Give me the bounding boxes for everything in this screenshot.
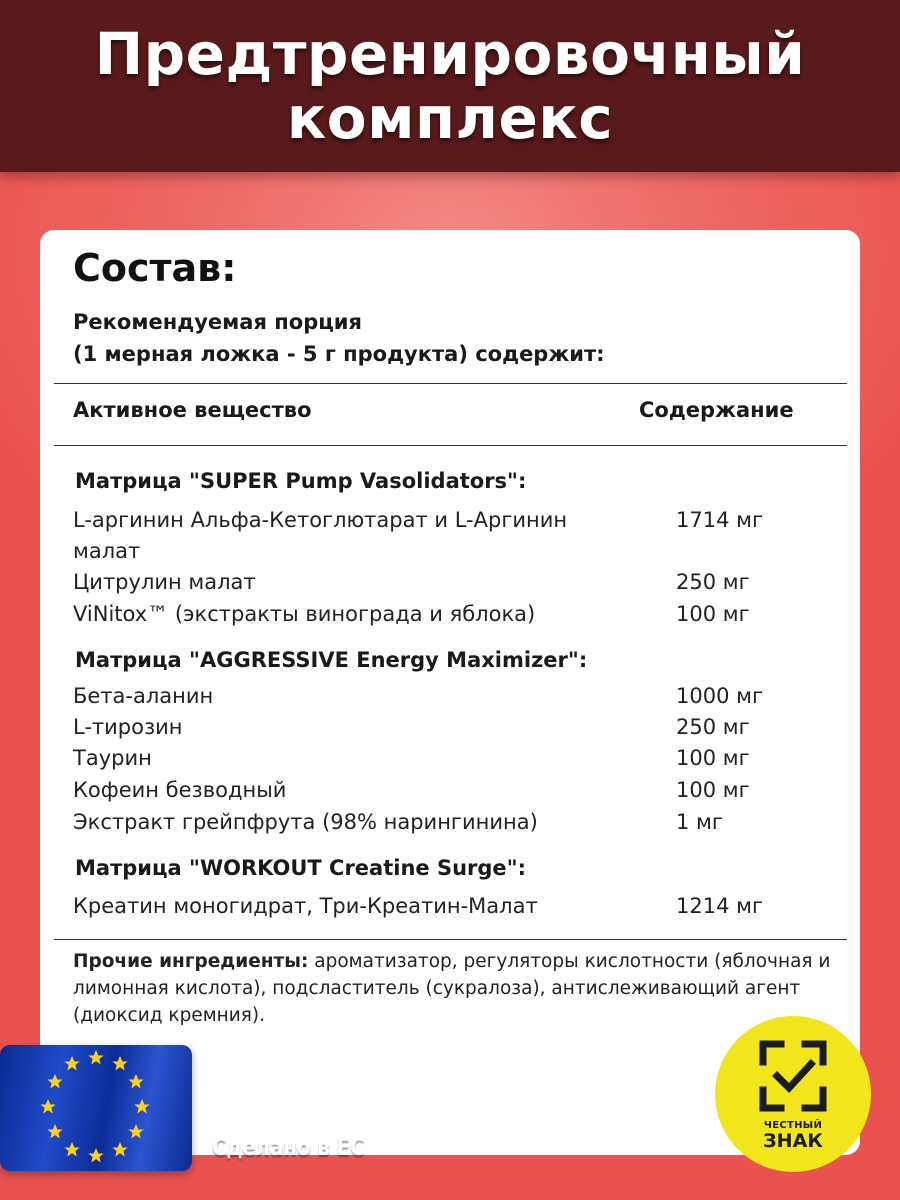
ingredient-amount: 1214 мг [676,894,763,918]
badge-text-line2: ЗНАК [763,1130,823,1152]
header-title-line1: Предтренировочный [94,20,806,88]
ingredient-name: Таурин [73,746,152,770]
composition-card [40,230,860,1155]
ingredient-name: Креатин моногидрат, Три-Креатин-Малат [73,894,538,918]
column-header-content: Содержание [639,398,794,422]
eu-flag [0,1045,192,1171]
ingredient-name: L-аргинин Альфа-Кетоглютарат и L-Аргинин малат [73,508,568,563]
badge-text-line1: ЧЕСТНЫЙ [763,1120,823,1131]
check-scan-icon [759,1040,827,1112]
group-title-super-pump: Матрица "SUPER Pump Vasolidators": [75,469,527,493]
serving-subtitle [73,306,605,370]
divider-header [54,445,847,446]
ingredient-amount: 100 мг [676,602,750,626]
ingredient-name: Кофеин безводный [73,778,287,802]
other-ingredients-text: ароматизатор, регуляторы кислотности (яблочная и лимонная кислота), подсластитель (сукралоза), антислеживающий агент (диоксид кремния). [73,951,831,1026]
made-in-eu-label: Сделано в ЕС [212,1133,365,1161]
divider-top [54,383,847,384]
ingredient-amount: 1 мг [676,810,723,834]
ingredient-amount: 250 мг [676,715,750,739]
ingredient-amount: 100 мг [676,746,750,770]
serving-subtitle-line2: (1 мерная ложка - 5 г продукта) содержит: [73,342,605,366]
honest-sign-badge [715,1016,871,1172]
ingredient-name: Бета-аланин [73,684,214,708]
other-ingredients-label: Прочие ингредиенты: [73,951,309,972]
divider-bottom [54,939,847,940]
ingredient-name: L-тирозин [73,715,183,739]
group-title-workout-creatine: Матрица "WORKOUT Creatine Surge": [75,856,526,880]
card-title: Состав: [73,246,237,290]
eu-stars-icon [0,1045,192,1171]
ingredient-amount: 250 мг [676,570,750,594]
ingredient-amount: 100 мг [676,778,750,802]
ingredient-name: Экстракт грейпфрута (98% нарингинина) [73,810,538,834]
ingredient-name: Цитрулин малат [73,570,256,594]
serving-subtitle-line1: Рекомендуемая порция [73,310,362,334]
ingredient-amount: 1000 мг [676,684,763,708]
ingredient-amount: 1714 мг [676,508,763,532]
page-header [0,0,900,172]
other-ingredients [73,948,833,1029]
header-title-line2: комплекс [286,84,614,152]
group-title-aggressive-energy: Матрица "AGGRESSIVE Energy Maximizer": [75,648,588,672]
ingredient-name: ViNitox™ (экстракты винограда и яблока) [73,602,536,626]
column-header-substance: Активное вещество [73,398,312,422]
